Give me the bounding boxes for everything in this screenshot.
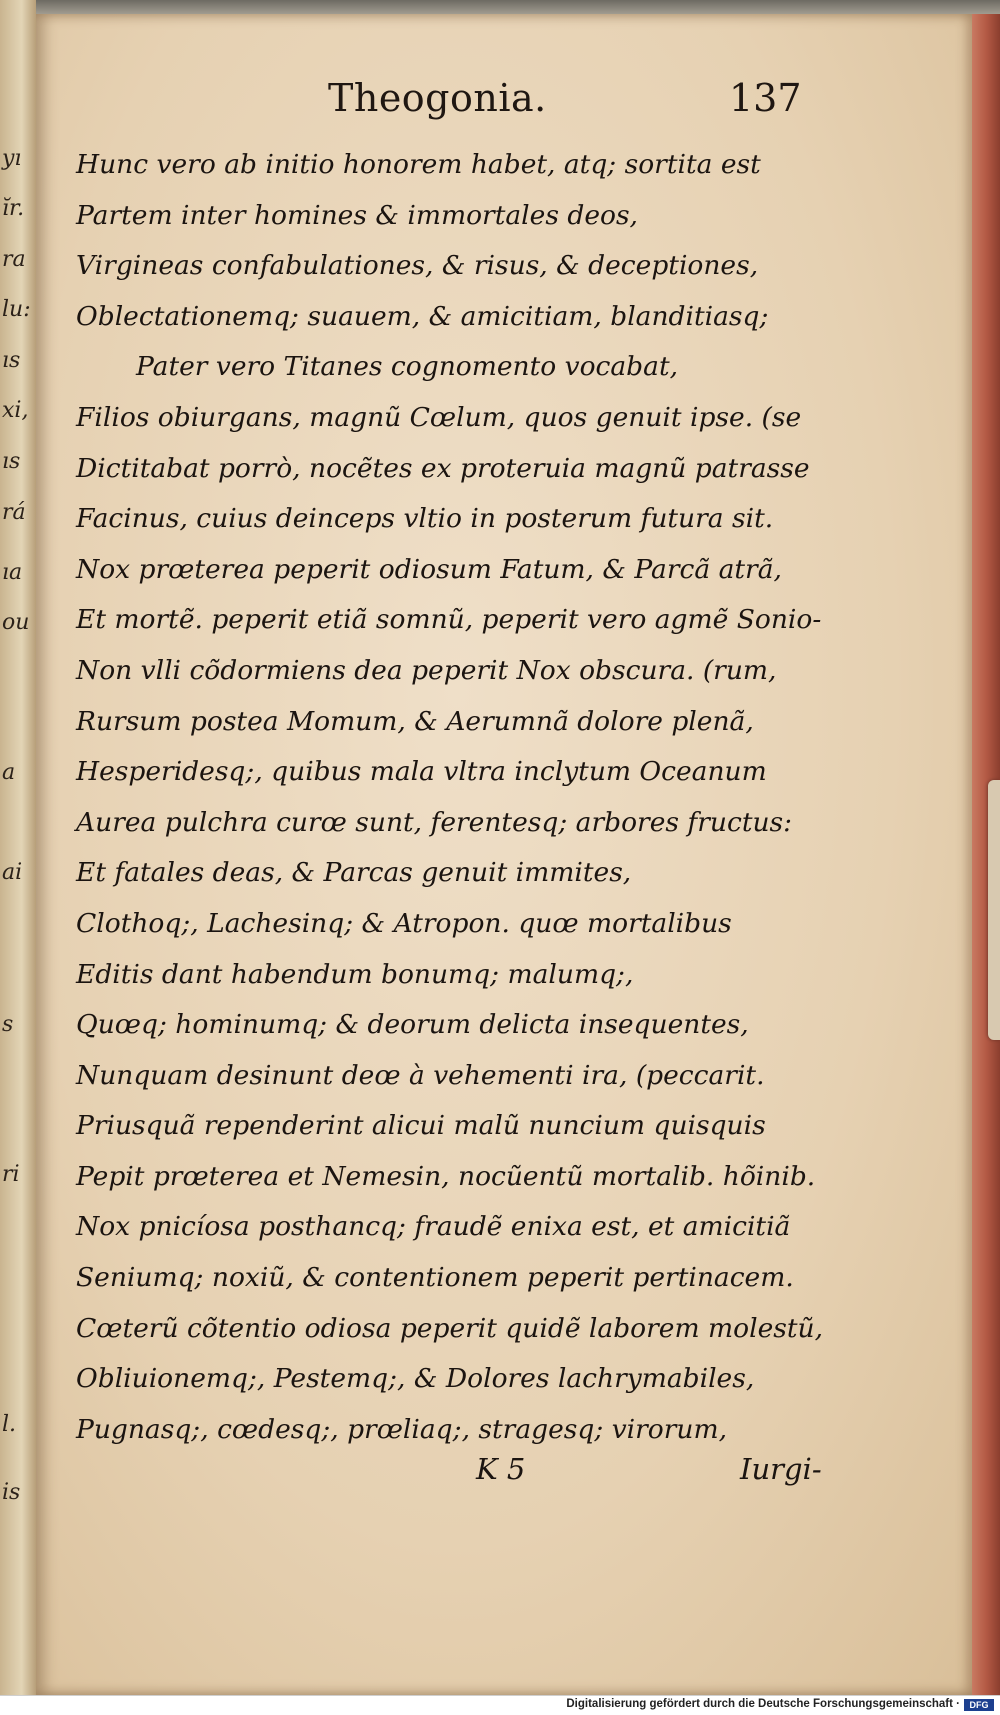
verse-line: Dictitabat porrò, nocẽtes ex proteruia magnũ patrasse — [76, 452, 810, 484]
verse-line: Pater vero Titanes cognomento vocabat, — [136, 351, 679, 383]
prev-page-fragment: xi, — [2, 398, 29, 423]
prev-page-fragment: is — [2, 1480, 21, 1505]
verse-line: Pepit prœterea et Nemesin, nocũentũ mortalib. hõinib. — [76, 1160, 816, 1192]
prev-page-fragment: l. — [2, 1412, 17, 1437]
previous-page-edge — [0, 0, 36, 1695]
signature-mark: K 5 — [476, 1452, 526, 1486]
running-title: Theogonia. — [328, 76, 547, 120]
verse-line: Pugnasq;, cœdesq;, prœliaq;, stragesq; virorum, — [76, 1413, 728, 1445]
page-header — [36, 76, 972, 136]
verse-line: Editis dant habendum bonumq; malumq;, — [76, 958, 634, 990]
prev-page-fragment: ıs — [2, 449, 21, 474]
prev-page-fragment: ĭr. — [2, 196, 25, 221]
verse-line: Oblectationemq; suauem, & amicitiam, blanditiasq; — [76, 300, 769, 332]
dfg-logo-icon: DFG — [964, 1699, 994, 1711]
page-footer — [36, 1452, 972, 1502]
catchword: Iurgi- — [740, 1452, 822, 1486]
verse-line: Rursum postea Momum, & Aerumnã dolore plenã, — [76, 705, 754, 737]
prev-page-fragment: ıs — [2, 348, 21, 373]
verse-line: Hesperidesq;, quibus mala vltra inclytum Oceanum — [76, 756, 767, 788]
verse-line: Nox pnicíosa posthancq; fraudẽ enixa est, et amicitiã — [76, 1211, 791, 1243]
verse-line: Et fatales deas, & Parcas genuit immites, — [76, 857, 632, 889]
verse-line: Non vlli cõdormiens dea peperit Nox obscura. (rum, — [76, 654, 777, 686]
verse-line: Virgineas confabulationes, & risus, & deceptiones, — [76, 250, 759, 282]
verse-line: Quœq; hominumq; & deorum delicta insequentes, — [76, 1009, 749, 1041]
verse-line: Facinus, cuius deinceps vltio in posterum futura sit. — [76, 503, 774, 535]
verse-text — [76, 140, 966, 1455]
prev-page-fragment: ra — [2, 247, 26, 272]
prev-page-fragment: lu: — [2, 297, 31, 322]
prev-page-fragment: a — [2, 760, 16, 785]
bookmark-tab — [988, 780, 1000, 1040]
verse-line: Aurea pulchra curœ sunt, ferentesq; arbores fructus: — [76, 806, 793, 838]
prev-page-fragment: ri — [2, 1162, 20, 1187]
prev-page-fragment: rá — [2, 500, 26, 525]
verse-line: Hunc vero ab initio honorem habet, atq; sortita est — [76, 149, 761, 180]
prev-page-fragment: ai — [2, 860, 23, 885]
verse-line: Et mortẽ. peperit etiã somnũ, peperit vero agmẽ Sonio- — [76, 604, 822, 636]
verse-line: Filios obiurgans, magnũ Cœlum, quos genuit ipse. (se — [76, 401, 802, 433]
prev-page-fragment: ıa — [2, 560, 23, 585]
verse-line: Clothoq;, Lachesinq; & Atropon. quœ mortalibus — [76, 907, 732, 939]
verse-line: Seniumq; noxiũ, & contentionem peperit pertinacem. — [76, 1262, 794, 1294]
verse-line: Cœterũ cõtentio odiosa peperit quidẽ laborem molestũ, — [76, 1312, 823, 1344]
page-number: 137 — [729, 76, 802, 120]
verse-line: Nox prœterea peperit odiosum Fatum, & Parcã atrã, — [76, 553, 782, 585]
digitization-credit: Digitalisierung gefördert durch die Deutsche Forschungsgemeinschaft · — [566, 1698, 960, 1710]
verse-line: Obliuionemq;, Pestemq;, & Dolores lachrymabiles, — [76, 1363, 755, 1395]
prev-page-fragment: s — [2, 1012, 14, 1037]
credit-bar — [0, 1695, 1000, 1715]
prev-page-fragment: yı — [2, 146, 22, 171]
prev-page-fragment: ou — [2, 610, 30, 635]
verse-line: Partem inter homines & immortales deos, — [76, 199, 638, 231]
verse-line: Nunquam desinunt deœ à vehementi ira, (peccarit. — [76, 1059, 765, 1091]
verse-line: Priusquã rependerint alicui malũ nuncium quisquis — [76, 1110, 766, 1142]
